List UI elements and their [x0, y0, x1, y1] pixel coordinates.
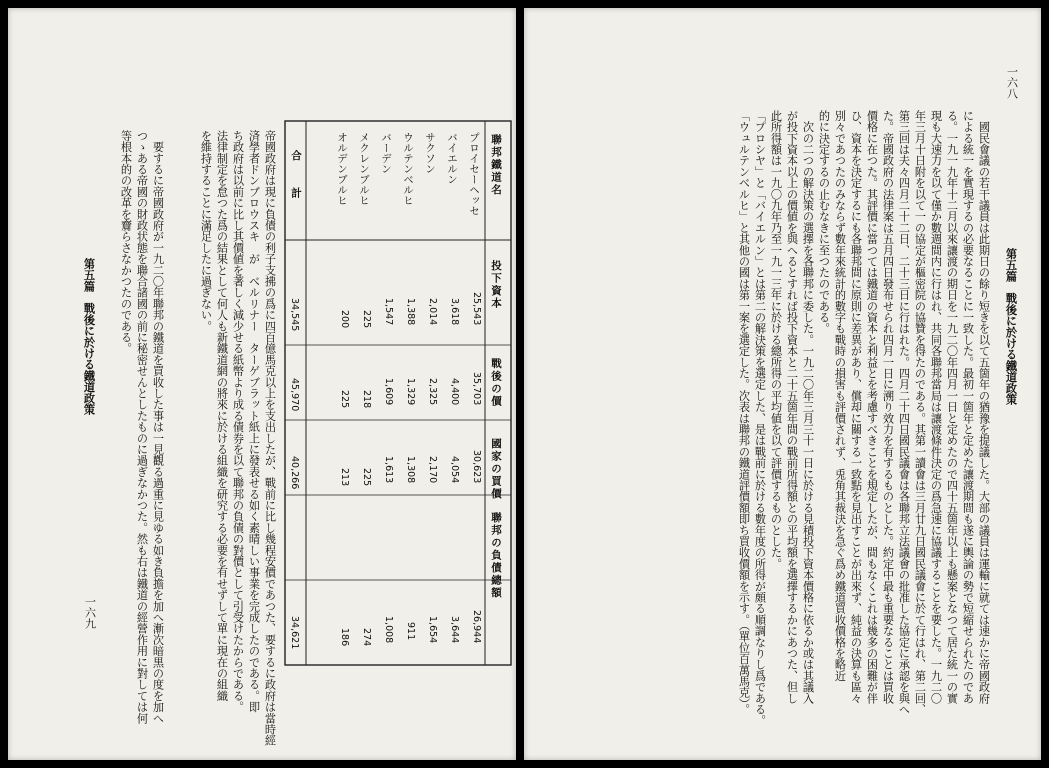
table-row-1-capital: 3,618: [449, 298, 460, 326]
right-body-line-4: 現も大速力を以て僅か數週間内に行はれ、共同各聯邦當局は讓渡條件決定の爲急速に協議することを要した。一九二〇: [929, 110, 943, 704]
table-row-6-state: 213: [339, 468, 350, 487]
table-header-postwar-value: 戰後の價: [490, 358, 502, 408]
table-row-4-capital: 1,547: [383, 298, 394, 326]
table-row-5-debt: 274: [361, 628, 372, 647]
table-row-4-postwar: 1,609: [383, 378, 394, 406]
table-header-railway: 聯邦鐵道名: [490, 134, 502, 197]
right-page: [524, 8, 1041, 760]
left-body-line-1: 帝國政府は現に負債の利子支拂の爲に四百億馬克以上を支出したが、戰前に比し幾程安價であつた、要するに政府は當時經: [263, 130, 277, 746]
left-page-number: 一六九: [83, 596, 97, 629]
table-row-2-state: 2,170: [427, 456, 438, 484]
table-row-6-name: オルデンブルヒ: [336, 132, 348, 206]
table-row-5-capital: 225: [361, 310, 372, 329]
right-body-line-2: による統一を實現するの必要なることに一致した。最初一箇年と定めた讓渡期間も遂に輿論の勢で短縮せられたのであ: [961, 110, 975, 704]
table-row-3-name: ウルテンベルヒ: [402, 132, 414, 206]
table-row-6-capital: 200: [339, 310, 350, 329]
table-row-6-postwar: 225: [339, 390, 350, 409]
table-header-invested-capital: 投下資本: [490, 260, 502, 310]
right-page-number: 一六八: [1005, 66, 1019, 99]
right-body-line-8: 價格に在つた。其評價に當つては鐵道の資本と利益とを考慮すべきことを規定したが、間もなくこれは幾多の困難が伴: [865, 110, 879, 704]
table-row-4-state: 1,613: [383, 456, 394, 484]
table-row-3-capital: 1,388: [405, 298, 416, 326]
right-body-line-13: が投下資本以上の價値を與へるとすれば投下資本と二十五箇年間の戰前所得額との平均額を選擇するかにあつた、但し: [785, 110, 799, 704]
table-row-1-state: 4,054: [449, 456, 460, 484]
right-body-line-14: 此所得額は一九〇九年乃至一九一三年に於ける總所得の平均値を以て評價するものとした。: [769, 110, 783, 570]
table-row-3-debt: 911: [405, 622, 416, 641]
table-total-label: 合 計: [290, 150, 302, 200]
table-total-debt: 34,621: [289, 616, 300, 650]
table-row-3-postwar: 1,329: [405, 378, 416, 406]
table-row-0-state: 30,623: [471, 450, 482, 484]
table-row-1-name: バイエルン: [446, 132, 458, 185]
table-row-0-capital: 25,543: [471, 292, 482, 326]
table-row-0-postwar: 35,703: [471, 372, 482, 406]
right-body-line-15: 「プロシヤ」と「バイエルン」とは第二の解決策を選定した、是は戰前に於ける數年度の所得が頗る順調なりし爲である。: [753, 110, 767, 726]
right-body-line-12: 次の二つの解決策の選擇を各聯邦に委した。一九二〇年三月三十一日に於ける見積投下資本價格に依るか或は其議入: [801, 110, 815, 704]
right-body-line-7: た。帝國政府の法律案は五月四日發布せられ四月一日に溯り效力を有するものとした。約定中最も重要なることは買收: [881, 110, 895, 704]
left-body-line-2: 済學者ドンブロウスキ が ベルリナー ターゲブラット紙上に發表せる如く素晴しい事業を完成したのである。即: [247, 130, 261, 713]
table-total-postwar: 45,970: [289, 378, 300, 412]
right-running-header: 第五篇 戰後に於ける鐵道政策: [1004, 248, 1019, 405]
left-body-line-7: つゝある帝國の財政状態を聯合諸國の前に秘密せんとしたものに過ぎなかつた。然も右は鐵道の經營作用に對しては何: [135, 130, 149, 724]
table-row-5-postwar: 218: [361, 390, 372, 409]
left-body-line-3: ち政府は以前に比し其價値を著しく減少せる紙幣より成る債券を以て聯邦の負債の對價として引受けたからである。: [231, 130, 245, 713]
railway-valuation-table: [284, 120, 512, 666]
left-body-line-5: を維持することに滿足したに過ぎない。: [199, 130, 213, 332]
table-row-2-debt: 1,654: [427, 616, 438, 644]
left-running-header: 第五篇 戰後に於ける鐵道政策: [82, 258, 97, 415]
table-header-total-debt: 聯邦の負債總額: [490, 512, 502, 600]
table-row-5-state: 225: [361, 468, 372, 487]
right-body-line-16: 「ウュルテンベルヒ」と其他の國は第一案を選定した。次表は聯邦の鐵道評價額即ち買收價額を示す。（單位百萬馬克）。: [737, 110, 751, 715]
table-row-4-debt: 1,008: [383, 616, 394, 644]
table-row-4-name: バーデン: [380, 132, 392, 174]
right-body-line-9: ひ、資本を決定するにも各聯邦間に原則に差異があり、償却に關する一致點を見出すことが出來ず、純益の決算も區々: [849, 110, 863, 704]
right-body-line-6: 第三回は夫々四月二十二日、二十三日に行はれた。四月二十四日國民議會は各聯邦立法議會の批准した協定に承認を與へ: [897, 110, 911, 715]
table-total-state: 40,266: [289, 456, 300, 490]
table-row-1-postwar: 4,400: [449, 378, 460, 406]
left-page: [8, 8, 516, 760]
left-body-line-8: 等根本的の改革を齎らさなかつたのである。: [119, 130, 133, 354]
right-body-line-10: 別々であつたのみならず數年來統計的數字も戰時の損害も評價されず、兎角其裁決を急ぐ爲め鐵道買收價格を略近: [833, 110, 847, 682]
right-body-line-1: 國民會議の若干議員は此期日の餘り短きを以て五箇年の猶豫を提議した。大部の議員は運輸に就ては速かに帝國政府: [977, 110, 991, 704]
table-row-3-state: 1,308: [405, 456, 416, 484]
table-total-capital: 34,545: [289, 298, 300, 332]
left-body-line-6: 要するに帝國政府が一九二〇年聯邦の鐵道を買收した事は一見觀る過重に見ゆる如き負擔を加へ漸次暗黒の度を加へ: [151, 130, 165, 724]
right-body-line-5: 年三月十日附を以て一の協定が樞密院の協贊を得たのである。其第一讀會は三月廿九日國民議會に於て行はれ、第二回、: [913, 110, 927, 715]
right-body-line-3: る。一九一九年十二月以來讓渡の期日を一九二〇年四月一日と定めたので四十五箇年以上も懸案となつて居た統一の實: [945, 110, 959, 704]
table-row-2-name: サクソン: [424, 132, 436, 174]
right-body-line-11: 的に決定するの止むなきに至つたのである。: [817, 110, 831, 334]
left-body-line-4: 法律制定を怠つた爲の結果として何人も新鐵道網の將來に於ける組織を研究する必要を有せずして單に現在の組織: [215, 130, 229, 702]
table-row-0-name: プロイセーヘッセ: [468, 132, 480, 216]
table-row-2-postwar: 2,325: [427, 378, 438, 406]
table-row-5-name: メクレンブルヒ: [358, 132, 370, 206]
table-row-0-debt: 26,944: [471, 610, 482, 644]
table-row-2-capital: 2,014: [427, 298, 438, 326]
table-row-1-debt: 3,644: [449, 616, 460, 644]
table-header-state-price: 國家の買價: [490, 438, 502, 501]
table-row-6-debt: 186: [339, 628, 350, 647]
